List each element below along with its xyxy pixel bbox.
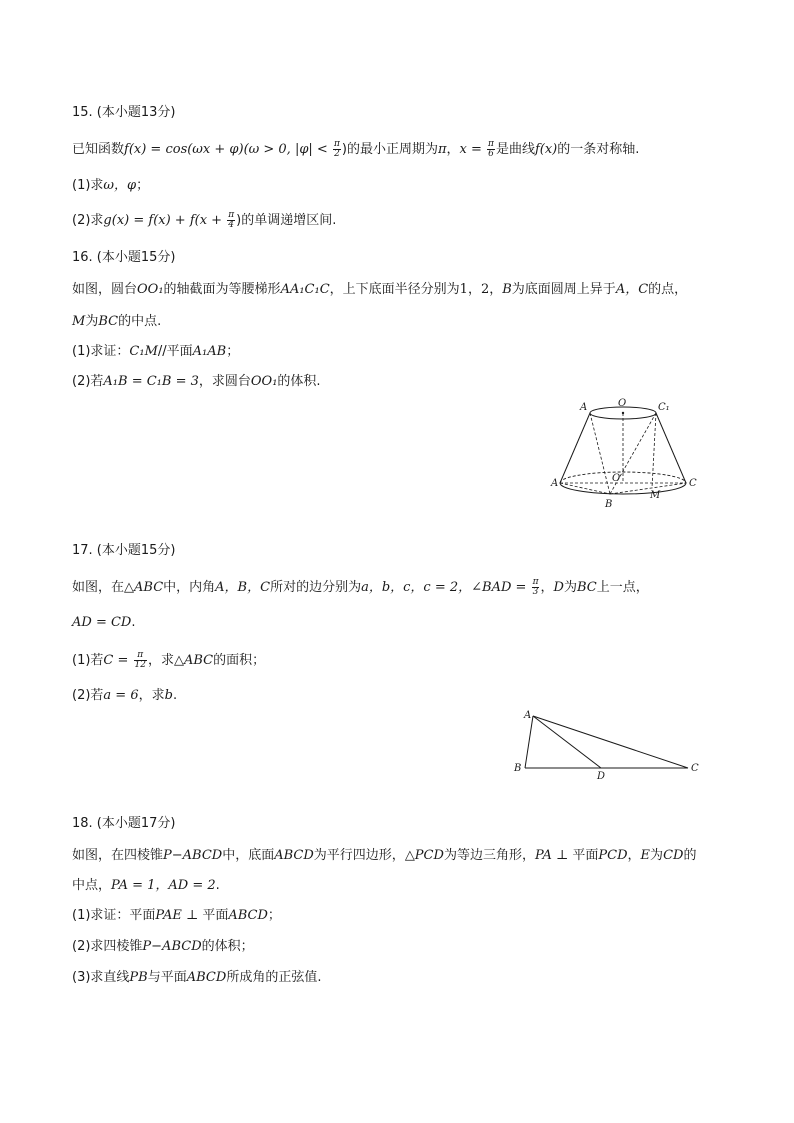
q18-p1-text-c: ； [267,908,281,923]
q17-header: 17. (本小题15分) [72,543,176,558]
q17-l1-math-3: a，b，c，c = 2，∠BAD = [361,580,531,595]
q18-l1-math-6: E [640,848,651,863]
q17-p1-frac-den: 12 [134,660,146,670]
q17-p1-frac-pi-12 [134,651,147,670]
q16-l2-math-2: BC [98,314,119,329]
q17-l1-text-a: 如图，在 [72,580,125,595]
q16-l1-math-2: AA₁C₁C [280,282,330,297]
label-c: C [691,763,699,774]
q15-frac-pi-6-num: π [488,139,494,149]
q15-function-def: f(x) = cos(ωx + φ)(ω > 0, |φ| < [124,142,332,157]
q18-p1-text-a: (1)求证：平面 [72,908,156,923]
triangle-figure [510,704,710,784]
q16-l1-text-a: 如图，圆台 [72,282,138,297]
q16-header: 16. (本小题15分) [72,250,176,265]
q17-l1-text-c: 所对的边分别为 [270,580,362,595]
q18-l1-text-a: 如图，在四棱锥 [72,848,164,863]
q17-p2-text-a: (2)若 [72,688,104,703]
q17-l2-text-a: . [131,615,136,630]
q17-p2-math-2: b [164,688,173,703]
q16-p1-text-b: //平面 [157,344,193,359]
q18-p2-text-a: (2)求四棱锥 [72,939,143,954]
q17-l1-text-d: ， [540,580,554,595]
q16-l1-text-d: ， [489,282,503,297]
q18-p3-text-c: 所成角的正弦值. [226,970,322,985]
q17-l2-math: AD = CD [72,615,132,630]
segment-ad [533,716,601,768]
q17-p1-text-c: 的面积； [213,653,266,668]
q17-l1-text-e: 为 [563,580,577,595]
q15-p2-text-a: (2)求 [72,213,104,228]
q16-p1-text-a: (1)求证： [72,344,130,359]
q15-p2-text-b: )的单调递增区间. [236,213,337,228]
q17-p1-frac-num: π [134,651,147,661]
q16-stem-line-1 [72,281,687,299]
q16-l1-math-1: OO₁ [137,282,164,297]
q18-l1-text-d: 为等边三角形， [443,848,535,863]
q15-frac-pi-6-den: 6 [488,149,494,159]
q15-frac-pi-6 [487,140,495,159]
q17-l1-math-5: BC [576,580,597,595]
q15-stem-text-c: ， [446,142,460,157]
q18-l1-math-3: △PCD [404,848,444,863]
q18-l1-math-5: PCD [598,848,628,863]
q17-p1-text-b: ，求 [147,653,174,668]
q15-p2-frac-den: 4 [228,220,235,230]
q15-p1-math: ω，φ [103,178,137,193]
q15-p1-text-b: ； [136,178,150,193]
q18-stem-line-2 [72,877,220,895]
q15-p2-math: g(x) = f(x) + f(x + [103,213,227,228]
q16-l1-text-e: 为底面圆周上异于 [511,282,616,297]
label-a: A [551,478,559,489]
q15-header: 15. (本小题13分) [72,105,176,120]
q16-l1-text-b: 的轴截面为等腰梯形 [163,282,281,297]
q16-part-2 [72,373,321,391]
q17-p1-math: C = [103,653,133,668]
q16-p1-math-2: A₁AB [192,344,227,359]
label-a: A [524,710,532,721]
q15-stem-text-b: )的最小正周期为 [341,142,438,157]
q17-l1-math-2: A，B，C [215,580,271,595]
label-b: B [514,763,522,774]
q15-period: π [437,142,447,157]
q15-frac-pi-2-den: 2 [334,149,340,159]
q17-l1-text-f: 上一点， [596,580,649,595]
q18-l1-text-g: 为 [650,848,664,863]
label-a1: A [580,402,588,413]
right-slant-edge [656,413,686,483]
q17-l1-text-b: 中，内角 [163,580,216,595]
q16-p1-math-1: C₁M [129,344,158,359]
q18-part-1 [72,907,281,925]
q17-p1-text-a: (1)若 [72,653,104,668]
frustum-figure [548,398,708,513]
label-o: O [612,473,621,484]
segment-bc [610,483,686,494]
q15-axis-x: x = [459,142,487,157]
q18-l2-math: PA = 1，AD = 2 [111,878,216,893]
q17-l1-frac-den: 3 [532,587,539,597]
q15-fx: f(x) [534,142,558,157]
segment-c1m [652,413,656,488]
q17-p2-text-c: . [172,688,178,703]
q18-l1-text-e: 平面 [572,848,599,863]
q17-part-1 [72,651,265,670]
label-c1: C₁ [658,402,670,413]
q16-l2-text-a: 为 [85,314,99,329]
q18-l1-math-7: CD [663,848,684,863]
q15-stem [72,140,639,159]
q18-part-2 [72,938,254,956]
q18-l1-text-f: ， [627,848,641,863]
q17-p1-math-2: △ABC [174,653,214,668]
q18-l1-math-4: PA ⊥ [534,848,573,863]
q18-l2-text-b: . [215,878,220,893]
q18-l1-math-1: P−ABCD [163,848,223,863]
q16-part-1 [72,343,239,361]
q15-p2-frac-pi-4 [227,211,235,230]
label-c: C [689,478,697,489]
q16-p2-text-a: (2)若 [72,374,104,389]
q18-l1-math-2: ABCD [274,848,314,863]
q15-stem-text-a: 已知函数 [72,142,125,157]
segment-a1b [590,413,610,494]
q16-l1-text-f: 的点， [648,282,688,297]
q16-l2-text-b: 的中点. [118,314,162,329]
q16-l1-math-3: 1，2 [459,282,490,297]
q17-l1-frac-num: π [532,577,539,587]
label-d: D [597,771,606,782]
point-o1 [622,412,624,414]
q15-part-1 [72,177,149,195]
q17-p2-text-b: ，求 [138,688,165,703]
q18-l2-text-a: 中点， [72,878,112,893]
q18-p2-text-b: 的体积； [201,939,254,954]
q18-l1-text-h: 的 [683,848,697,863]
q15-frac-pi-2-num: π [333,139,340,149]
q18-p1-text-b: 平面 [202,908,229,923]
q15-stem-text-e: 的一条对称轴. [557,142,640,157]
q17-p2-math: a = 6 [103,688,139,703]
label-m: M [650,490,661,501]
q18-l1-text-b: 中，底面 [222,848,275,863]
q17-stem-line-2 [72,614,135,632]
q16-l2-math-1: M [72,314,86,329]
q18-p2-math: P−ABCD [142,939,202,954]
q18-stem-line-1 [72,847,696,865]
q18-p3-text-b: 与平面 [147,970,187,985]
q15-part-2 [72,211,336,230]
q18-part-3 [72,969,321,987]
q17-stem-line-1 [72,578,649,597]
q16-p2-math-2: OO₁ [250,374,278,389]
q17-l1-math-4: D [553,580,564,595]
q15-frac-pi-2 [333,140,341,159]
left-slant-edge [560,413,590,483]
q16-l1-math-5: A，C [615,282,649,297]
q16-stem-line-2 [72,313,161,331]
q18-p1-math-1: PAE ⊥ [155,908,203,923]
q15-p2-frac-num: π [228,210,235,220]
label-o1: O [618,398,627,409]
q16-p2-text-c: 的体积. [277,374,321,389]
q18-l1-text-c: 为平行四边形， [313,848,405,863]
q16-p1-text-c: ； [226,344,240,359]
q16-p2-text-b: ，求圆台 [198,374,251,389]
side-ab [525,716,533,768]
q18-p3-text-a: (3)求直线 [72,970,130,985]
q17-l1-math-1: △ABC [124,580,164,595]
q16-l1-math-4: B [502,282,512,297]
q18-p1-math-2: ABCD [228,908,268,923]
label-b: B [605,499,613,510]
q15-stem-text-d: 是曲线 [495,142,535,157]
side-ac [533,716,688,768]
q17-l1-frac-pi-3 [532,578,540,597]
q15-p1-text-a: (1)求 [72,178,104,193]
q18-p3-math-1: PB [129,970,148,985]
bottom-base-front-arc [560,483,686,494]
q16-l1-text-c: ，上下底面半径分别为 [329,282,460,297]
q18-header: 18. (本小题17分) [72,816,176,831]
q18-p3-math-2: ABCD [186,970,227,985]
q16-p2-math: A₁B = C₁B = 3 [103,374,199,389]
q17-part-2 [72,687,177,705]
